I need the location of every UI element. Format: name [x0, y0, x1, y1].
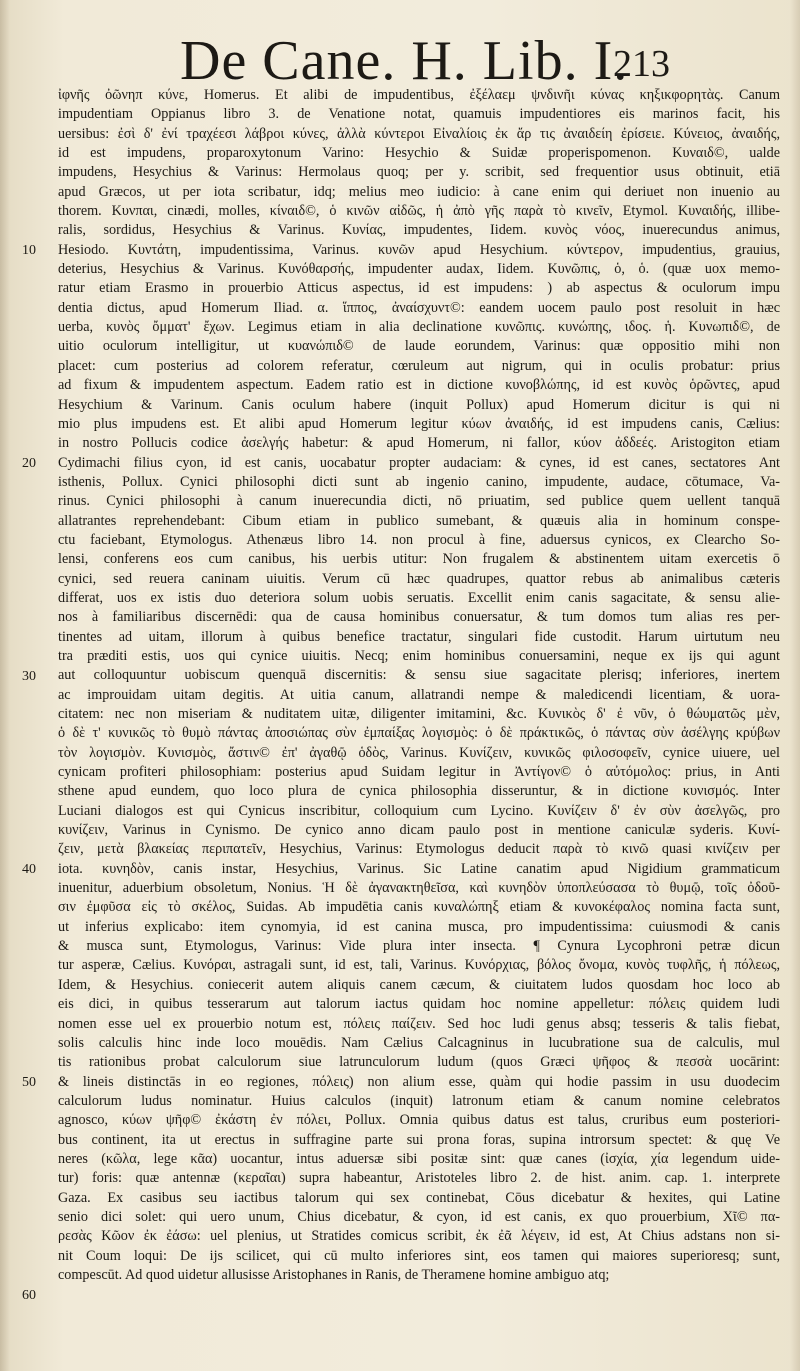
text-line: differat, uos ex istis duo deteriora solum uobis seruatis. Excellit enim canis sagacitate, & sensu alie-	[58, 589, 780, 606]
text-line: impudentiam Oppianus libro 3. de Venatione notat, quamuis impudentiores eis marinos facit, his	[58, 106, 780, 123]
text-line: Cydimachi filius cyon, id est canis, uocabatur propter audaciam: & cynes, id est canes, sectatores Ant	[58, 454, 780, 471]
text-line: agnosco, κύων ψῆφ© ἐκάστη ἐν πόλει, Pollux. Omnia quibus datus est talus, cruribus eum posteriori-	[58, 1112, 780, 1129]
body-text	[58, 86, 780, 1285]
text-line: iota. κυνηδὸν, canis instar, Hesychius, Varinus. Sic Latine canatim apud Nigidium grammaticum	[58, 860, 780, 877]
running-title: De Cane. H. Lib. I.	[180, 30, 629, 92]
line-number-marker: 60	[22, 1287, 36, 1303]
text-line: κυνίζειν, Varinus in Cynismo. De cynico anno dicam paulo post in mentione caniculæ syderis. Κυνί-	[58, 822, 780, 839]
text-line: calculorum ludus nominatur. Huius calculos (inquit) latronum etiam & canum nomine celebratos	[58, 1092, 780, 1109]
text-line: uerba, κυνὸς ὄμματ' ἔχων. Legimus etiam in alia declinatione κυνῶπις. κυνώπης, ιδος. ἡ. Κυνωπιδ©, de	[58, 319, 780, 336]
text-line: ρεσὰς Κῶον ἐκ ἐάσω: uel plenius, ut Stratides comicus scribit, ἐκ ἐᾶ λέγειν, id est, At Chius adstans non si-	[58, 1228, 780, 1245]
text-line: senio dici solet: qui uero unum, Chius dicebatur, & cyon, id est canis, ex quo prouerbium, Χῖ© πα-	[58, 1208, 780, 1225]
text-line: uitio oculorum intelligitur, ut κυανώπιδ© de laude eorundem, Varinus: quæ oppositio mihi non	[58, 338, 780, 355]
text-line: Hesiodo. Κυντάτη, impudentissima, Varinus. κυνῶν apud Hesychium. κύντερον, impudentius, grauius,	[58, 241, 780, 258]
line-number-marker: 30	[22, 668, 36, 684]
text-line: neres (κῶλα, lege κᾶα) uocantur, intus aduersæ sibi positæ sint: quæ canes (ἰσχία, χία legendum uide-	[58, 1150, 780, 1167]
text-line: solis calculis hinc inde loco mouēdis. Nam Cælius Calcagninus in lucubratione sua de calculis, mul	[58, 1034, 780, 1051]
text-line: uersibus: ἐσὶ δ' ἐνί τραχέεσι λάβροι κύνες, ἀλλὰ κύντεροι Εἰναλίοις ἐκ ἄρ τις ἀναιδείη ἐρίσειε. Κύνειος, ἀναιδής,	[58, 125, 780, 142]
text-line: cynici, sed reuera caninam uiuitis. Verum cū hæc quadrupes, quattor rebus ab animalibus cæteris	[58, 570, 780, 587]
text-line: & lineis distinctās in eo regiones, πόλεις) non alium esse, quàm qui hodie passim in usu duodecim	[58, 1073, 780, 1090]
text-line: apud Græcos, ut per iota scribatur, idq; melius meo iudicio: à cane enim qui deriuet non inuenio au	[58, 183, 780, 200]
text-line: deterius, Hesychius & Varinus. Κυνόθαρσής, impudenter audax, Iidem. Κυνῶπις, ὁ, ὁ. (quæ uox memo-	[58, 261, 780, 278]
text-line: σιν ἐμφῦσα εἰς τὸ σκέλος, Suidas. Ab impudētia canis κυναλώπηξ etiam & κυνοκέφαλος nomina facta sunt,	[58, 899, 780, 916]
text-line: nit Coum loqui: De ijs scilicet, qui cū multo inferiores sint, eos tamen qui maiores superioresq; sunt,	[58, 1247, 780, 1264]
text-line: lensi, conferens eos cum canibus, his uerbis utitur: Non frugalem & abstinentem uitam exercetis ō	[58, 551, 780, 568]
text-line: impudens, Hesychius & Varinus: Hermolaus quoq; per y. scribit, sed frequentior usus obtinuit, etiā	[58, 164, 780, 181]
text-line: bus continent, ita ut erectus in suffragine parte sui prona foras, supina introrsum spectet: & quę Ve	[58, 1131, 780, 1148]
page-number: 213	[613, 43, 670, 85]
text-line: tis rationibus probat calculorum siue latrunculorum ludum (quos Græci ψῆφος & πεσσὰ uocārint:	[58, 1054, 780, 1071]
text-line: tur asperæ, Cælius. Κυνόραι, astragali sunt, id est, tali, Varinus. Κυνόρχιας, βόλος ὄνομα, κυνὸς τυφλῆς, ἡ πόλεως,	[58, 957, 780, 974]
text-line: nos à familiaribus discernēdi: qua de causa hominibus conuersatur, & tum domos tum alias res per-	[58, 609, 780, 626]
text-line: ac improuidam uitam degitis. At uitia canum, allatrandi nempe & maledicendi licentiam, & uora-	[58, 686, 780, 703]
line-number-marker: 10	[22, 242, 36, 258]
text-line: ralis, sordidus, Hesychius & Varinus. Κυνίας, impudentes, Iidem. κυνὸς νόος, inuerecundus animus,	[58, 222, 780, 239]
text-line: ὁ δὲ τ' κυνικῶς τὸ θυμὸ πάντας ἀποσιώπας σὺν ἐμπαίξας λογισμὸς: ὁ δὲ πράκτικῶς, ὁ πάντας σὺν ἀσέλγης κρύβων	[58, 725, 780, 742]
text-line: compescūt. Ad quod uidetur allusisse Aristophanes in Ranis, de Theramene homine ambiguo atq;	[58, 1266, 610, 1283]
text-line: dentia dictus, apud Homerum Iliad. α. ἵππος, ἀναίσχυντ©: eandem uocem paulo post resoluit in hæc	[58, 299, 780, 316]
text-line: nomen esse uel ex prouerbio notum est, πόλεις παίζειν. Sed hoc ludi genus absq; tesseris & talis fiebat,	[58, 1015, 780, 1032]
text-line: inuenitur, aduerbium obsoletum, Nonius. Ἡ δὲ ἀγανακτηθεῖσα, καὶ κυνηδὸν ὑποπλεύσασα τὸ θυμῷ, τοῖς ὀδοῦ-	[58, 880, 780, 897]
text-line: citatem: nec non miseriam & nuditatem uitæ, diligenter imitamini, &c. Κυνικὸς δ' ἐ νῦν, ὁ θώυματῶς μὲν,	[58, 706, 780, 722]
text-line: aut colloquuntur uobiscum quenquā discernitis: & sensu siue sagacitate plerisq; inferiores, inertem	[58, 667, 780, 684]
text-line: & musca sunt, Etymologus, Varinus: Vide plura inter insecta. ¶ Cynura Lycophroni petræ dicun	[58, 938, 780, 955]
running-header	[180, 30, 670, 92]
text-line: isthenis, Pollux. Cynici philosophi dicti sunt ab ingenio canino, impudente, audace, cōtumace, Va-	[58, 473, 780, 490]
text-line: allatrantes reprehendebant: Cibum etiam in publico sumebant, & quæuis alia in hominum conspe-	[58, 512, 780, 529]
text-line: τὸν λογισμὸν. Κυνισμὸς, ἄστιν© ἐπ' ἀγαθῷ ὁδὸς, Varinus. Κυνίζειν, κυνικῶς φιλοσοφεῖν, cynice uiuere, uel	[58, 744, 780, 761]
text-line: thorem. Κυνπαι, cinædi, molles, κίναιδ©, ὁ κινῶν αἰδῶς, ἡ ἀπὸ γῆς παρὰ τὸ κινεῖν, Etymol. Κυναιδής, illibe-	[58, 203, 780, 220]
page-gutter-shadow	[0, 0, 10, 1371]
text-line: tinentes ad uitam, illorum à quibus benefice tractatur, singulari fide custodit. Harum uirtutum neu	[58, 628, 780, 645]
line-number-marker: 40	[22, 862, 36, 877]
text-line: ἰφνῆς ὀῶνηπ κύνε, Homerus. Et alibi de impudentibus, ἐξέλαεμ ψνδινῆι κύνας κηξικφορητὰς. Canum	[58, 87, 780, 103]
text-line: tra præditi estis, uos qui cynice uiuitis. Necq; enim hominibus conuersamini, neque ex ijs qui agunt	[58, 647, 780, 664]
text-line: Hesychium & Varinum. Canis oculum habere (inquit Pollux) apud Homerum dicitur is qui ni	[58, 396, 780, 413]
text-line: ut inferius explicabo: item cynomyia, id est canina musca, pro impudentissima: cuiusmodi & canis	[58, 918, 780, 935]
text-line: ctu faciebant, Etymologus. Athenæus libro 14. non procul à fine, aduersus cynicos, ex Clearcho So-	[58, 531, 780, 548]
text-line: tur) foris: quæ antennæ (κεραῖαι) supra habeantur, Aristoteles libro 2. de hist. anim. cap. 1. interprete	[58, 1170, 780, 1187]
page-edge-shadow	[790, 0, 800, 1371]
text-line: eis dici, in quibus tesserarum aut talorum iactus quidam hoc nomine appelletur: πόλεις quidem ludi	[58, 996, 780, 1013]
text-line: sthene apud eundem, quo loco plura de cynica philosophia disseruntur, & in dictione κυνισμός. Inter	[58, 783, 780, 800]
text-line: ad fixum & impudentem aspectum. Eadem ratio est in dictione κυνοβλώπης, id est κυνὸς ὁρῶντες, apud	[58, 377, 780, 394]
text-line: rinus. Cynici philosophi à canum inuerecundia dicti, nō priuatim, sed publice quem uellent tanquā	[58, 493, 780, 510]
text-line: Idem, & Hesychius. coniecerit autem aliquis canem cæcum, & ciuitatem ludos quosdam hoc loco ab	[58, 976, 780, 993]
line-number-marker: 20	[22, 455, 36, 471]
text-line: Gaza. Ex casibus seu iactibus talorum qui sex continebat, Cōus dicebatur & hexites, qui Latine	[58, 1189, 780, 1206]
text-line: placet: cum posterius ad colorem referatur, cœruleum aut nigrum, qui in oculis probatur: prius	[58, 357, 780, 374]
text-line: mio plus impudens est. Et alibi apud Homerum legitur κύων ἀναιδής, id est impudens canis, Cælius:	[58, 415, 780, 432]
text-line: Luciani dialogos est qui Cynicus inscribitur, colloquium cum Lycino. Κυνίζειν δ' ἐν σὺν ἀσελγῶς, pro	[58, 802, 780, 819]
text-line: cynicam profiteri philosophiam: posterius apud Suidam legitur in Ἀντίγον© ὁ αὐτόμολος: prius, in Anti	[58, 764, 780, 781]
text-line: in nostro Pollucis codice ἀσελγής habetur: & apud Homerum, ni fallor, κύον ἀδδεές. Aristogiton etiam	[58, 435, 780, 452]
line-number-marker: 50	[22, 1074, 36, 1090]
text-line: ζειν, μετὰ βλακείας περιπατεῖν, Hesychius, Varinus: Etymologus deducit παρὰ τὸ κινῶ quasi κινίζειν per	[58, 841, 780, 858]
text-line: ratur etiam Erasmo in prouerbio Atticus aspectus, id est impudens: ) ab aspectus & oculorum impu	[58, 280, 780, 297]
text-line: id est impudens, proparoxytonum Varino: Hesychio & Suidæ properispomenon. Κυναιδ©, ualde	[58, 145, 780, 162]
